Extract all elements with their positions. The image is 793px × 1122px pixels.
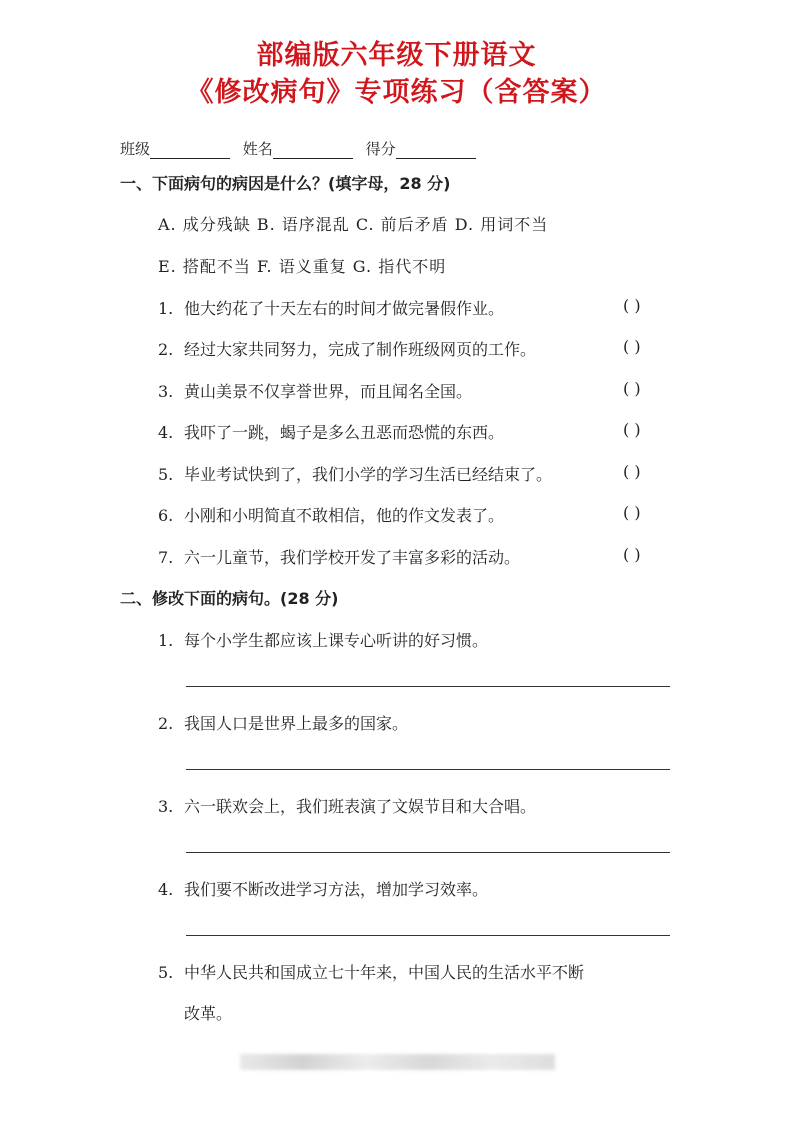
answer-line-4[interactable] [186,935,670,936]
answer-paren-5[interactable]: ( ) [623,462,641,481]
answer-paren-4[interactable]: ( ) [623,420,641,439]
s1-question-7: 7. 六一儿童节，我们学校开发了丰富多彩的活动。 [158,548,521,567]
score-blank [396,141,476,159]
answer-line-1[interactable] [186,686,670,687]
s1-question-1: 1. 他大约花了十天左右的时间才做完暑假作业。 [158,299,505,318]
s2-question-4: 4. 我们要不断改进学习方法，增加学习效率。 [158,880,489,899]
answer-paren-3[interactable]: ( ) [623,379,641,398]
title-line-2: 《修改病句》专项练习（含答案） [186,77,607,108]
answer-paren-2[interactable]: ( ) [623,337,641,356]
class-blank [150,141,230,159]
class-label: 班级 [120,140,151,158]
name-label: 姓名 [242,140,273,158]
student-info-row [120,138,484,159]
s1-question-4: 4. 我吓了一跳，蝎子是多么丑恶而恐慌的东西。 [158,423,505,442]
s1-question-2: 2. 经过大家共同努力，完成了制作班级网页的工作。 [158,340,537,359]
s2-question-5: 5. 中华人民共和国成立七十年来，中国人民的生活水平不断 [158,963,585,982]
options-line-2: E. 搭配不当 F. 语义重复 G. 指代不明 [158,257,447,276]
s2-question-2: 2. 我国人口是世界上最多的国家。 [158,714,409,733]
blurred-watermark [240,1054,555,1070]
s2-question-5-cont: 改革。 [184,1004,233,1023]
s1-question-5: 5. 毕业考试快到了，我们小学的学习生活已经结束了。 [158,465,553,484]
s1-question-3: 3. 黄山美景不仅享誉世界，而且闻名全国。 [158,382,473,401]
answer-paren-7[interactable]: ( ) [623,545,641,564]
answer-line-2[interactable] [186,769,670,770]
title-line-1: 部编版六年级下册语文 [256,40,537,71]
answer-paren-1[interactable]: ( ) [623,296,641,315]
section2-heading: 二、修改下面的病句。(28 分) [120,589,339,608]
name-blank [273,141,353,159]
answer-paren-6[interactable]: ( ) [623,503,641,522]
s1-question-6: 6. 小刚和小明简直不敢相信，他的作文发表了。 [158,506,505,525]
score-label: 得分 [365,140,396,158]
s2-question-1: 1. 每个小学生都应该上课专心听讲的好习惯。 [158,631,489,650]
options-line-1: A. 成分残缺 B. 语序混乱 C. 前后矛盾 D. 用词不当 [158,215,549,234]
s2-question-3: 3. 六一联欢会上，我们班表演了文娱节目和大合唱。 [158,797,537,816]
answer-line-3[interactable] [186,852,670,853]
section1-heading: 一、下面病句的病因是什么？(填字母，28 分) [120,174,451,193]
